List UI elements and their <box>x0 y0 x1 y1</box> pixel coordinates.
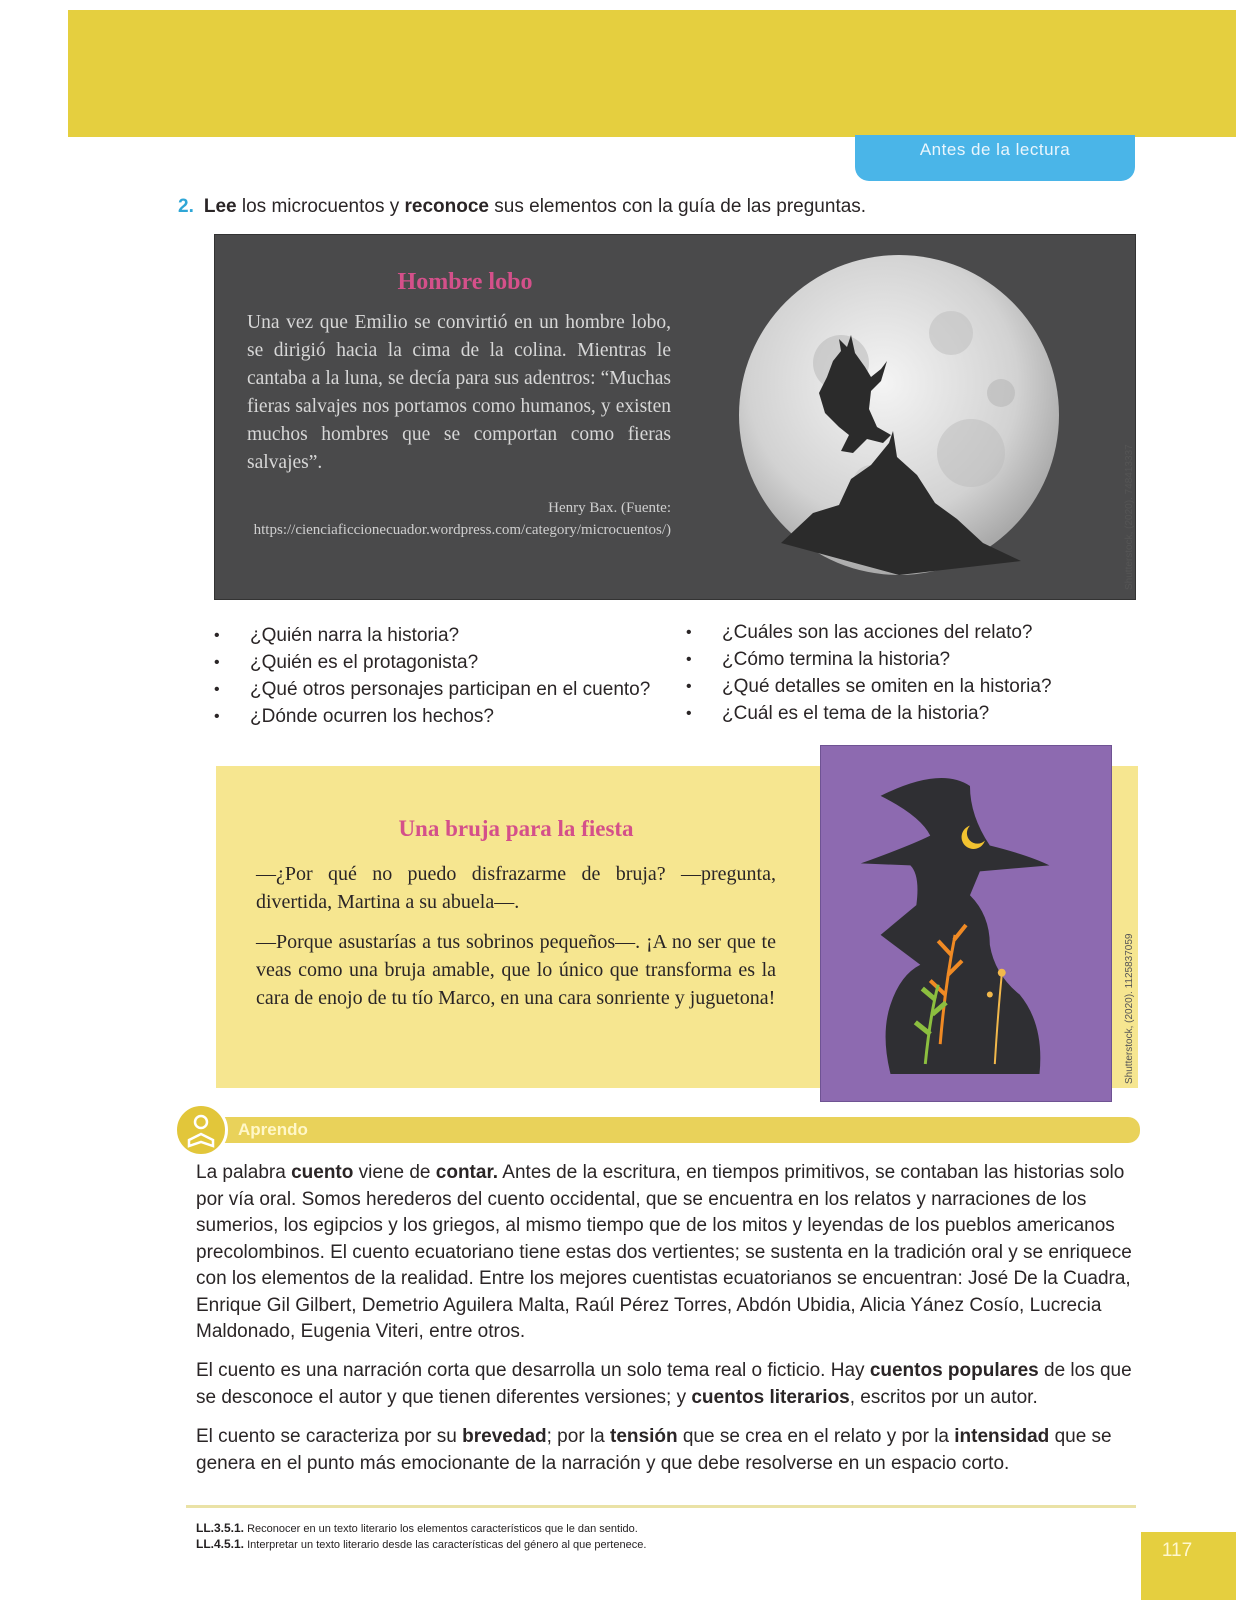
story-body: Una vez que Emilio se convirtió en un hombre lobo, se dirigió hacia la cima de la colina. Mientras le cantaba a la luna, se decía para sus adentros: “Muchas fieras salvajes nos portamos como humanos, y existen muchos hombres que se comportan como fieras salvajes”. <box>247 312 671 473</box>
code-id: LL.3.5.1. <box>196 1521 245 1535</box>
text-run: Antes de la escritura, en tiempos primitivos, se contaban las historias solo por vía oral. Somos herederos del cuento occidental, que se encuentra en los relatos y narraciones de los sumerios, los egipcios y los griegos, al mismo tiempo que de los mitos y leyendas de los pueblos americanos precolombinos. El cuento ecuatoriano tiene estas dos vertientes; se sustenta en la tradición oral y se enriquece con los elementos de la realidad. Entre los mejores cuentistas ecuatorianos se encuentran: José De la Cuadra, Enrique Gil Gilbert, Demetrio Aguilera Malta, Raúl Pérez Torres, Abdón Ubidia, Alicia Yánez Cosío, Lucrecia Maldonado, Eugenia Viteri, entre otros. <box>196 1162 1132 1342</box>
code-text: Reconocer en un texto literario los elementos característicos que le dan sentido. <box>247 1523 638 1535</box>
instruction-text-1: los microcuentos y <box>236 196 405 217</box>
instruction-verb-1: Lee <box>203 196 237 217</box>
text-run: La palabra <box>196 1162 292 1183</box>
aprendo-label: Aprendo <box>238 1120 308 1139</box>
footer-rule <box>186 1505 1136 1508</box>
text-run: de los que se desconoce el autor y que tienen diferentes versiones; y <box>196 1360 1132 1408</box>
story-title: Una bruja para la fiesta <box>398 816 634 841</box>
question-item: • ¿Cómo termina la historia? <box>686 646 1052 673</box>
story-paragraph-1: —¿Por qué no puedo disfrazarme de bruja? —pregunta, divertida, Martina a su abuela—. <box>256 863 776 913</box>
text-run: que se genera en el punto más emocionante de la narración y que debe resolverse en un espacio corto. <box>196 1426 1112 1474</box>
bold-term: brevedad <box>462 1426 547 1447</box>
aprendo-paragraph-3 <box>196 1424 1134 1477</box>
instruction <box>178 196 866 218</box>
aprendo-paragraph-1 <box>196 1160 1134 1346</box>
instruction-number: 2. <box>178 196 194 217</box>
bold-term: cuentos populares <box>869 1360 1039 1381</box>
question-item: • ¿Quién es el protagonista? <box>214 649 650 676</box>
image-credit-1: Shutterstock, (2020). 748413337 <box>1124 444 1135 590</box>
bold-term: cuentos literarios <box>691 1386 850 1408</box>
instruction-verb-2: reconoce <box>404 196 489 217</box>
text-run: viene de <box>353 1162 436 1183</box>
text-run: El cuento es una narración corta que desarrolla un solo tema real o ficticio. Hay <box>196 1360 870 1381</box>
text-run: El cuento se caracteriza por su <box>196 1426 463 1447</box>
bold-term: tensión <box>610 1426 678 1447</box>
questions-right <box>686 619 1052 727</box>
text-run: ; por la <box>546 1426 610 1447</box>
question-item: • ¿Cuál es el tema de la historia? <box>686 700 1052 727</box>
question-item: • ¿Cuáles son las acciones del relato? <box>686 619 1052 646</box>
code-text: Interpretar un texto literario desde las características del género al que pertenece. <box>247 1539 647 1551</box>
code-line <box>196 1537 646 1553</box>
aprendo-bar <box>196 1117 1140 1143</box>
question-item: • ¿Qué detalles se omiten en la historia? <box>686 673 1052 700</box>
bold-term: cuento <box>291 1162 354 1183</box>
header-band <box>68 10 1236 137</box>
bold-term: intensidad <box>954 1426 1050 1447</box>
moon-werewolf-image <box>721 243 1069 589</box>
question-item: • ¿Qué otros personajes participan en el cuento? <box>214 676 650 703</box>
image-credit-2: Shutterstock, (2020). 1125837059 <box>1124 933 1135 1084</box>
story-paragraph-2: —Porque asustarías a tus sobrinos pequeños—. ¡A no ser que te veas como una bruja amable, que lo único que transforma es la cara de enojo de tu tío Marco, en una cara sonriente y juguetona! <box>256 931 776 1009</box>
questions-left <box>214 622 650 730</box>
text-run: , escritos por un autor. <box>849 1386 1038 1408</box>
curriculum-codes <box>196 1521 646 1553</box>
code-line <box>196 1521 646 1537</box>
witch-illustration <box>820 745 1112 1102</box>
question-item: • ¿Quién narra la historia? <box>214 622 650 649</box>
question-item: • ¿Dónde ocurren los hechos? <box>214 703 650 730</box>
reading-person-icon <box>174 1103 228 1157</box>
story-title: Hombre lobo <box>397 269 533 295</box>
bold-term: contar. <box>435 1162 499 1183</box>
section-tab: Antes de la lectura <box>855 135 1135 181</box>
story-hombre-lobo <box>214 234 1136 600</box>
instruction-text-2: sus elementos con la guía de las preguntas. <box>489 196 867 217</box>
page-number: 117 <box>1161 1540 1193 1561</box>
text-run: que se crea en el relato y por la <box>677 1426 955 1447</box>
aprendo-paragraph-2 <box>196 1358 1134 1411</box>
story-source: Henry Bax. (Fuente: https://cienciaficcionecuador.wordpress.com/category/microcuentos/) <box>253 500 671 538</box>
code-id: LL.4.5.1. <box>196 1537 245 1551</box>
